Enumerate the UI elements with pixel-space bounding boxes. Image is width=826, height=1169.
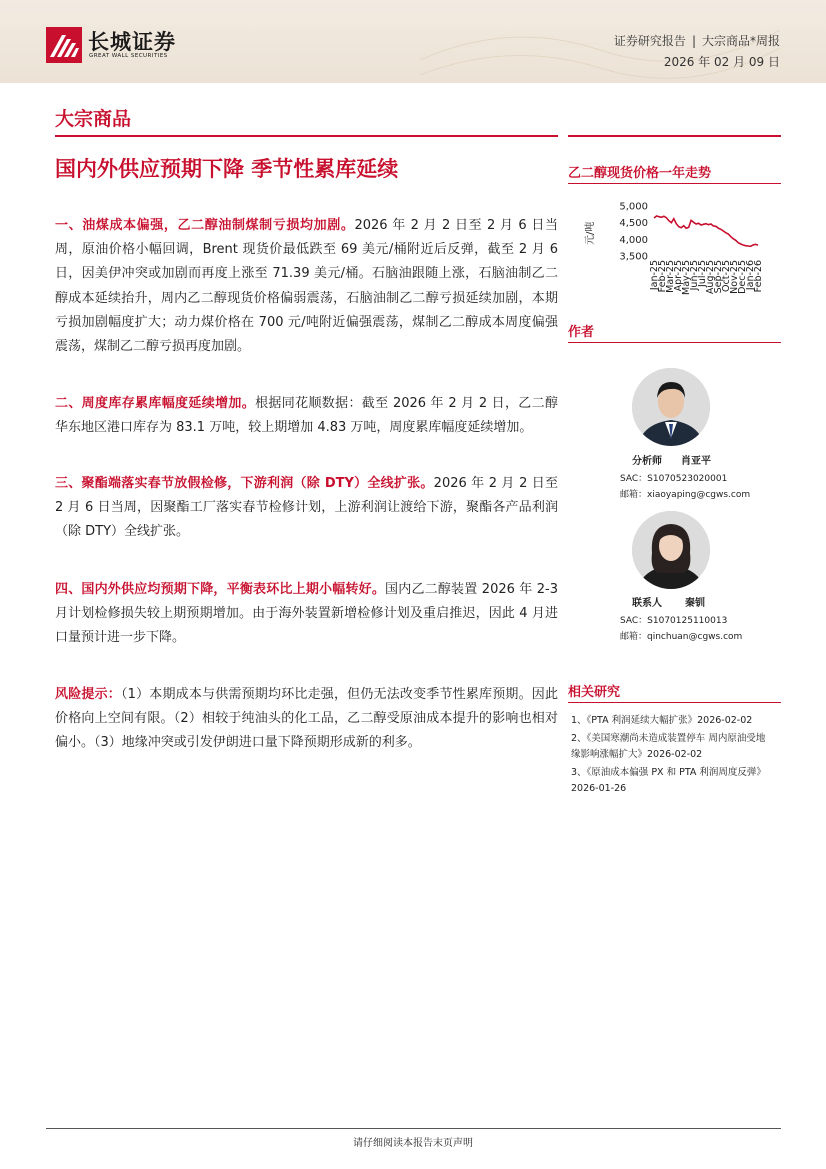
related-link[interactable]: 缘影响涨幅扩大》2026-02-02 [571, 749, 703, 760]
paragraph-lead: 一、油煤成本偏强，乙二醇油制煤制亏损均加剧。 [55, 218, 355, 233]
authors-heading: 作者 [568, 325, 595, 340]
author-role: 联系人 [632, 598, 662, 609]
x-tick-label: Feb-26 [753, 260, 764, 293]
x-tick-label: Jan-25 [649, 260, 660, 291]
sidebar-divider [568, 135, 781, 137]
paragraph-4 [55, 578, 558, 651]
company-logo-icon [46, 27, 82, 63]
author-email: 邮箱：qinchuan@cgws.com [620, 632, 743, 642]
report-date: 2026 年 02 月 09 日 [663, 55, 780, 69]
report-category: 大宗商品*周报 [701, 34, 780, 48]
x-tick-label: Jun-25 [689, 260, 700, 291]
paragraph-lead: 四、国内外供应均预期下降，平衡表环比上期小幅转好。 [55, 582, 386, 597]
x-tick-label: Feb-25 [657, 260, 668, 293]
page-title: 国内外供应预期下降 季节性累库延续 [55, 157, 399, 181]
x-tick-label: Aug-25 [705, 260, 716, 295]
paragraph-lead: 二、周度库存累库幅度延续增加。 [55, 396, 256, 411]
related-heading: 相关研究 [568, 685, 621, 700]
contact-photo [632, 511, 710, 589]
paragraph-lead: 风险提示： [55, 687, 121, 702]
report-type-line [614, 32, 780, 49]
report-type: 证券研究报告 [613, 34, 686, 48]
paragraph-lead: 三、聚酯端落实春节放假检修，下游利润（除 DTY）全线扩张。 [55, 476, 434, 491]
related-link[interactable]: 1、《PTA 利润延续大幅扩张》2026-02-02 [571, 715, 753, 726]
x-tick-label: Dec-25 [737, 260, 748, 294]
risk-warning [55, 683, 558, 756]
author-sac: SAC：S1070125110013 [620, 616, 728, 626]
analyst-photo [632, 368, 710, 446]
x-tick-label: Jul-25 [697, 260, 708, 287]
footer-disclaimer: 请仔细阅读本报告末页声明 [353, 1138, 473, 1149]
author-sac: SAC：S1070523020001 [620, 474, 728, 484]
x-tick-label: Mar-25 [665, 260, 676, 293]
author-email: 邮箱：xiaoyaping@cgws.com [620, 490, 751, 500]
paragraph-3 [55, 472, 558, 545]
x-tick-label: Oct-25 [721, 260, 732, 292]
logo-text-cn: 长城证券 [88, 30, 176, 54]
author-role: 分析师 [632, 456, 662, 467]
paragraph-body: 2026 年 2 月 2 日至 2 月 6 日当周，因聚酯工厂落实春节检修计划，上游利润让渡给下游，聚酯各产品利润（除 DTY）全线扩张。 [55, 476, 558, 540]
authors-heading-rule [568, 342, 781, 343]
paragraph-2 [55, 392, 558, 440]
logo-text-en: GREAT WALL SECURITIES [89, 53, 168, 59]
header-band [0, 0, 826, 83]
x-tick-label: Nov-25 [729, 260, 740, 294]
x-tick-label: Apr-25 [673, 260, 684, 292]
y-tick-label: 4,500 [619, 218, 648, 230]
y-axis-label: 元/吨 [585, 221, 596, 245]
paragraph-body: 国内乙二醇装置 2026 年 2-3 月计划检修损失较上期预期增加。由于海外装置新增检修计划及重启推迟，因此 4 月进口量预计进一步下降。 [55, 582, 558, 646]
footer-divider [46, 1128, 781, 1129]
price-series-line [654, 216, 758, 246]
author-name: 肖亚平 [681, 456, 711, 467]
header-separator: | [691, 34, 696, 48]
author-name: 秦钏 [685, 598, 705, 609]
x-tick-label: Jan-26 [745, 260, 756, 291]
paragraph-body: 2026 年 2 月 2 日至 2 月 6 日当周，原油价格小幅回调，Brent 现货价最低跌至 69 美元/桶附近后反弹，截至 2 月 6 日，因美伊冲突或加剧而再度上涨至 71.39 美元/桶。石脑油跟随上涨，石脑油制乙二醇成本延续抬升，周内乙二醇现货价格偏弱震荡，石脑油制乙二醇亏损延续加剧，本期亏损加剧幅度扩大；动力煤价格在 700 元/吨附近偏强震荡，煤制乙二醇成本周度偏强震荡，煤制乙二醇亏损再度加剧。 [55, 218, 558, 355]
chart-heading-rule [568, 183, 781, 184]
main-divider [55, 135, 558, 137]
related-heading-rule [568, 702, 781, 703]
paragraph-body: 根据同花顺数据：截至 2026 年 2 月 2 日，乙二醇华东地区港口库存为 83.1 万吨，较上期增加 4.83 万吨，周度累库幅度延续增加。 [55, 396, 558, 436]
y-tick-label: 5,000 [619, 201, 648, 213]
avatar [632, 511, 710, 589]
y-tick-label: 4,000 [619, 234, 648, 246]
paragraph-1 [55, 214, 558, 359]
x-tick-label: May-25 [681, 260, 692, 295]
price-chart [568, 192, 781, 307]
related-link[interactable]: 2026-01-26 [571, 783, 627, 794]
x-tick-label: Sep-25 [713, 260, 724, 294]
related-link[interactable]: 3、《原油成本偏强 PX 和 PTA 利润周度反弹》 [571, 767, 766, 778]
avatar [632, 368, 710, 446]
chart-heading: 乙二醇现货价格一年走势 [568, 166, 712, 181]
y-tick-label: 3,500 [619, 251, 648, 263]
price-chart-svg [568, 192, 781, 307]
category-title: 大宗商品 [55, 108, 132, 130]
paragraph-body: （1）本期成本与供需预期均环比走强，但仍无法改变季节性累库预期。因此价格向上空间有限。（2）相较于纯油头的化工品，乙二醇受原油成本提升的影响也相对偏小。（3）地缘冲突或引发伊朗进口量下降预期形成新的利多。 [55, 687, 558, 751]
related-link[interactable]: 2、《美国寒潮尚未造成装置停车 周内原油受地 [571, 733, 766, 744]
